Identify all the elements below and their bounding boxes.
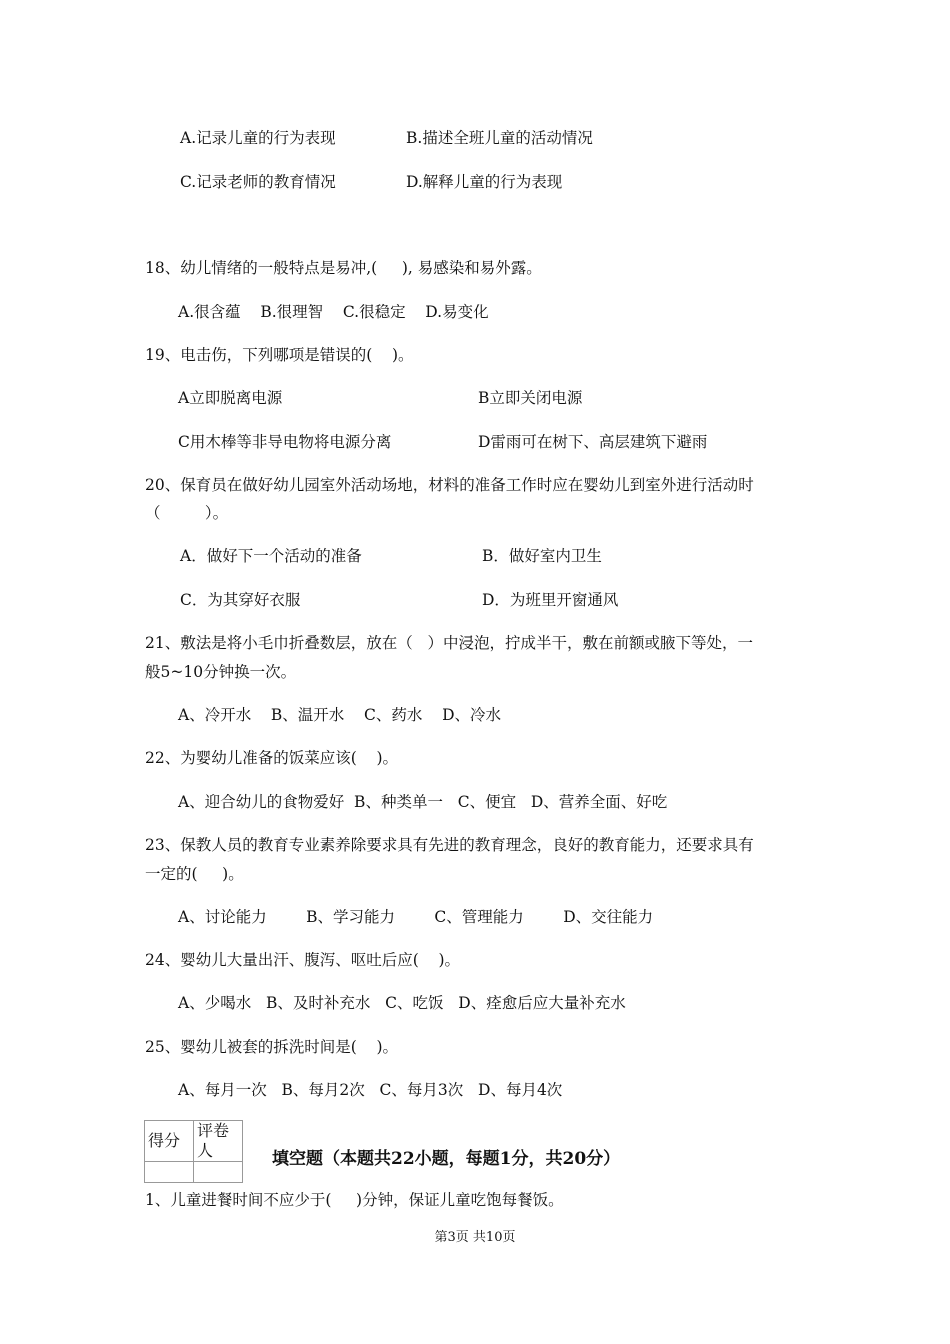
q21-options: A、冷开水 B、温开水 C、药水 D、冷水 xyxy=(178,706,501,724)
q24-stem: 24、婴幼儿大量出汗、腹泻、呕吐后应( )。 xyxy=(145,951,461,969)
q20-stem-line1: 20、保育员在做好幼儿园室外活动场地，材料的准备工作时应在婴幼儿到室外进行活动时 xyxy=(145,476,754,494)
q22-options: A、迎合幼儿的食物爱好 B、种类单一 C、便宜 D、营养全面、好吃 xyxy=(178,793,668,811)
grader-cell xyxy=(194,1162,243,1183)
q19-option-a: A立即脱离电源 xyxy=(178,389,283,407)
score-header: 得分 xyxy=(145,1121,194,1162)
q23-options: A、讨论能力 B、学习能力 C、管理能力 D、交往能力 xyxy=(178,908,654,926)
q17-option-a: A.记录儿童的行为表现 xyxy=(180,129,336,147)
q19-stem: 19、电击伤，下列哪项是错误的( )。 xyxy=(145,346,414,364)
q19-option-b: B立即关闭电源 xyxy=(478,389,583,407)
q25-options: A、每月一次 B、每月2次 C、每月3次 D、每月4次 xyxy=(178,1081,563,1099)
q20-option-d: D．为班里开窗通风 xyxy=(482,591,619,609)
q19-option-d: D雷雨可在树下、高层建筑下避雨 xyxy=(478,433,708,451)
page-footer: 第3页 共10页 xyxy=(434,1230,516,1245)
score-cell xyxy=(145,1162,194,1183)
q24-options: A、少喝水 B、及时补充水 C、吃饭 D、痊愈后应大量补充水 xyxy=(178,994,626,1012)
q17-option-d: D.解释儿童的行为表现 xyxy=(406,173,563,191)
q17-option-b: B.描述全班儿童的活动情况 xyxy=(406,129,593,147)
q20-stem-line2: （ ）。 xyxy=(145,504,229,522)
q25-stem: 25、婴幼儿被套的拆洗时间是( )。 xyxy=(145,1038,399,1056)
q18-options: A.很含蕴 B.很理智 C.很稳定 D.易变化 xyxy=(178,303,489,321)
q23-stem-line2: 一定的( )。 xyxy=(145,865,244,883)
q20-option-b: B．做好室内卫生 xyxy=(482,547,602,565)
q18-stem: 18、幼儿情绪的一般特点是易冲,( ), 易感染和易外露。 xyxy=(145,259,542,277)
score-table xyxy=(144,1120,243,1183)
q19-option-c: C用木棒等非导电物将电源分离 xyxy=(178,433,392,451)
q17-option-c: C.记录老师的教育情况 xyxy=(180,173,336,191)
q21-stem-line1: 21、敷法是将小毛巾折叠数层，放在（ ）中浸泡，拧成半干，敷在前额或腋下等处，一 xyxy=(145,634,754,652)
section-title: 填空题（本题共22小题，每题1分，共20分） xyxy=(272,1149,621,1169)
q22-stem: 22、为婴幼儿准备的饭菜应该( )。 xyxy=(145,749,399,767)
fill-question-1: 1、儿童进餐时间不应少于( )分钟，保证儿童吃饱每餐饭。 xyxy=(145,1191,564,1209)
q23-stem-line1: 23、保教人员的教育专业素养除要求具有先进的教育理念，良好的教育能力，还要求具有 xyxy=(145,836,754,854)
grader-header: 评卷人 xyxy=(194,1121,243,1162)
q21-stem-line2: 般5~10分钟换一次。 xyxy=(145,663,297,681)
q20-option-a: A．做好下一个活动的准备 xyxy=(180,547,362,565)
q20-option-c: C．为其穿好衣服 xyxy=(180,591,301,609)
